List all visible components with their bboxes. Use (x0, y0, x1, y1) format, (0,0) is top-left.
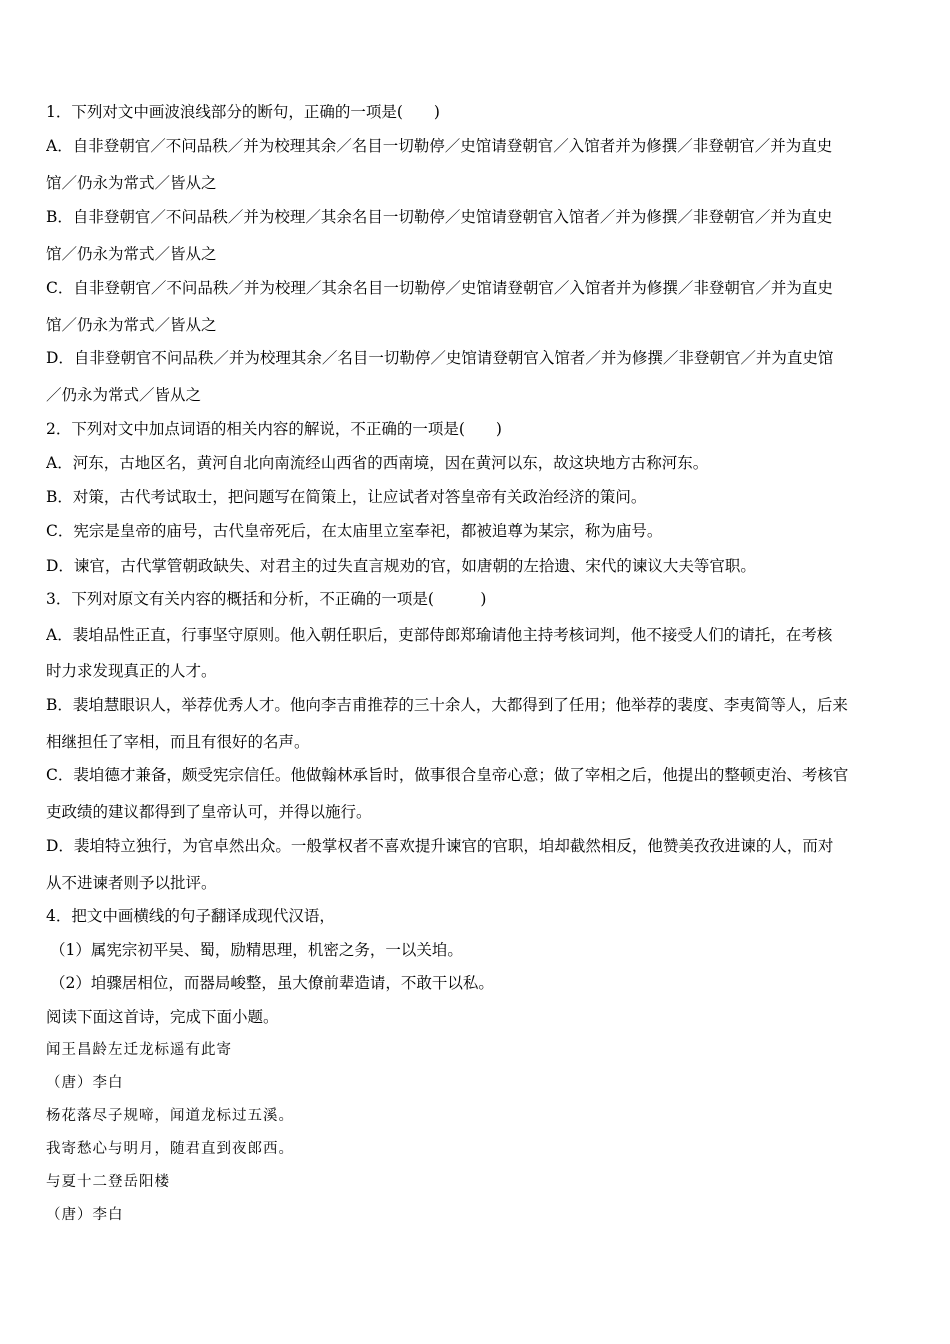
question-2-stem: 2．下列对文中加点词语的相关内容的解说，不正确的一项是( ) (46, 420, 502, 438)
reading-instruction: 阅读下面这首诗，完成下面小题。 (46, 1008, 279, 1026)
poem-1-line-1: 杨花落尽子规啼，闻道龙标过五溪。 (46, 1108, 294, 1124)
question-2-option-a: A．河东，古地区名，黄河自北向南流经山西省的西南境，因在黄河以东，故这块地方古称河东。 (46, 454, 709, 472)
poem-2-title: 与夏十二登岳阳楼 (46, 1174, 170, 1190)
question-1-option-a-cont: 馆／仍永为常式／皆从之 (46, 174, 217, 192)
question-4-sentence-1: （1）属宪宗初平吴、蜀，励精思理，机密之务，一以关垍。 (50, 941, 463, 959)
question-1-option-c-cont: 馆／仍永为常式／皆从之 (46, 316, 217, 334)
question-1-option-b-cont: 馆／仍永为常式／皆从之 (46, 245, 217, 263)
question-3-option-d-cont: 从不进谏者则予以批评。 (46, 874, 217, 892)
question-1-option-d: D．自非登朝官不问品秩／并为校理其余／名目一切勒停／史馆请登朝官入馆者／并为修撰／非登朝官／并为直史馆 (46, 349, 834, 367)
question-1-option-c: C．自非登朝官／不问品秩／并为校理／其余名目一切勒停／史馆请登朝官／入馆者并为修撰／非登朝官／并为直史 (46, 279, 833, 297)
question-3-option-a: A．裴垍品性正直，行事坚守原则。他入朝任职后，吏部侍郎郑瑜请他主持考核词判，他不接受人们的请托，在考核 (46, 626, 833, 644)
question-2-option-d: D．谏官，古代掌管朝政缺失、对君主的过失直言规劝的官，如唐朝的左拾遗、宋代的谏议大夫等官职。 (46, 557, 756, 575)
question-3-option-a-cont: 时力求发现真正的人才。 (46, 662, 217, 680)
question-3-option-c: C．裴垍德才兼备，颇受宪宗信任。他做翰林承旨时，做事很合皇帝心意；做了宰相之后，他提出的整顿吏治、考核官 (46, 766, 849, 784)
question-3-option-c-cont: 吏政绩的建议都得到了皇帝认可，并得以施行。 (46, 803, 372, 821)
poem-1-title: 闻王昌龄左迁龙标遥有此寄 (46, 1042, 232, 1058)
poem-1-author: （唐）李白 (46, 1075, 124, 1091)
question-1-option-d-cont: ／仍永为常式／皆从之 (46, 386, 202, 404)
question-1-option-a: A．自非登朝官／不问品秩／并为校理其余／名目一切勒停／史馆请登朝官／入馆者并为修撰／非登朝官／并为直史 (46, 137, 833, 155)
question-2-option-c: C．宪宗是皇帝的庙号，古代皇帝死后，在太庙里立室奉祀，都被追尊为某宗，称为庙号。 (46, 522, 663, 540)
question-3-option-d: D．裴垍特立独行，为官卓然出众。一般掌权者不喜欢提升谏官的官职，垍却截然相反，他赞美孜孜进谏的人，而对 (46, 837, 834, 855)
poem-2-author: （唐）李白 (46, 1207, 124, 1223)
question-3-option-b-cont: 相继担任了宰相，而且有很好的名声。 (46, 733, 310, 751)
question-1-option-b: B．自非登朝官／不问品秩／并为校理／其余名目一切勒停／史馆请登朝官入馆者／并为修撰／非登朝官／并为直史 (46, 208, 833, 226)
question-4-stem: 4．把文中画横线的句子翻译成现代汉语， (46, 907, 335, 925)
question-1-stem: 1．下列对文中画波浪线部分的断句，正确的一项是( ) (46, 103, 440, 121)
question-4-sentence-2: （2）垍骤居相位，而器局峻整，虽大僚前辈造请，不敢干以私。 (50, 974, 494, 992)
question-3-option-b: B．裴垍慧眼识人，举荐优秀人才。他向李吉甫推荐的三十余人，大都得到了任用；他举荐的裴度、李夷简等人，后来 (46, 696, 848, 714)
question-2-option-b: B．对策，古代考试取士，把问题写在简策上，让应试者对答皇帝有关政治经济的策问。 (46, 488, 647, 506)
question-3-stem: 3．下列对原文有关内容的概括和分析，不正确的一项是( ) (46, 590, 487, 608)
poem-1-line-2: 我寄愁心与明月，随君直到夜郎西。 (46, 1141, 294, 1157)
